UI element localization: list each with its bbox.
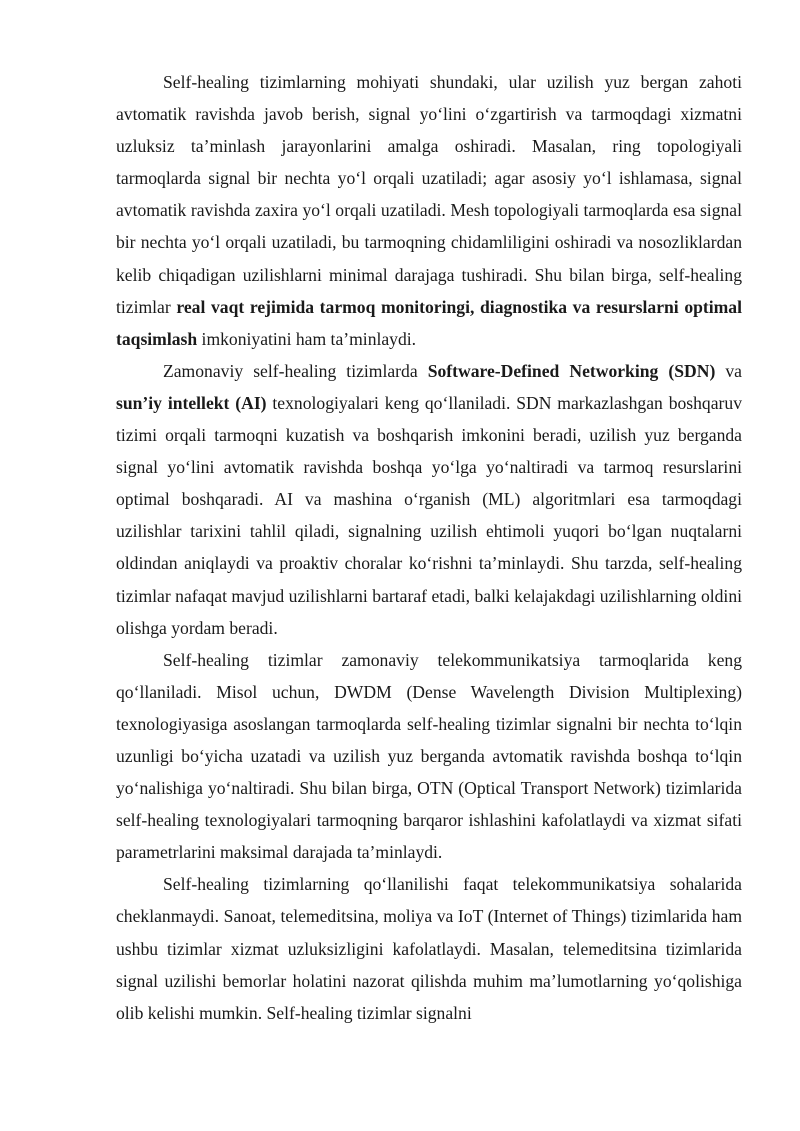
paragraph-1 (116, 66, 742, 355)
paragraph-4-text: Self-healing tizimlarning qo‘llanilishi faqat telekommunikatsiya sohalarida cheklanmaydi. Sanoat, telemeditsina, moliya va IoT (Internet of Things) tizimlarida ham ushbu tizimlar xizmat uzluksizligini kafolatlaydi. Masalan, telemeditsina tizimlarida signal uzilishi bemorlar holatini nazorat qilishda muhim ma’lumotlarning yo‘qolishiga olib kelishi mumkin. Self-healing tizimlar signalni (116, 874, 742, 1023)
paragraph-1-text: Self-healing tizimlarning mohiyati shundaki, ular uzilish yuz bergan zahoti avtomatik ravishda javob berish, signal yo‘lini o‘zgartirish va tarmoqdagi xizmatni uzluksiz ta’minlash jarayonlarini amalga oshiradi. Masalan, ring topologiyali tarmoqlarda signal bir nechta yo‘l orqali uzatiladi; agar asosiy yo‘l ishlamasa, signal avtomatik ravishda zaxira yo‘l orqali uzatiladi. Mesh topologiyali tarmoqlarda esa signal bir nechta yo‘l orqali uzatiladi, bu tarmoqning chidamliligini oshiradi va nosozliklardan kelib chiqadigan uzilishlarni minimal darajaga tushiradi. Shu bilan birga, self-healing tizimlar (116, 72, 742, 317)
paragraph-1-bold: real vaqt rejimida tarmoq monitoringi, diagnostika va resurslarni optimal taqsimlash (116, 296, 742, 349)
paragraph-2 (116, 355, 742, 644)
paragraph-2-text-va: va (715, 360, 742, 381)
paragraph-2-text: Zamonaviy self-healing tizimlarda (163, 360, 428, 381)
paragraph-2-bold-sdn: Software-Defined Networking (SDN) (427, 360, 716, 381)
paragraph-4 (116, 868, 742, 1028)
paragraph-3-text: Self-healing tizimlar zamonaviy telekommunikatsiya tarmoqlarida keng qo‘llaniladi. Misol uchun, DWDM (Dense Wavelength Division Multiplexing) texnologiyasiga asoslangan tarmoqlarda self-healing tizimlar signalni bir nechta to‘lqin uzunligi bo‘yicha uzatadi va uzilish yuz berganda avtomatik ravishda boshqa to‘lqin yo‘nalishiga yo‘naltiradi. Shu bilan birga, OTN (Optical Transport Network) tizimlarida self-healing texnologiyalari tarmoqning barqaror ishlashini kafolatlaydi va xizmat sifati parametrlarini maksimal darajada ta’minlaydi. (116, 649, 742, 863)
paragraph-2-text-end: texnologiyalari keng qo‘llaniladi. SDN markazlashgan boshqaruv tizimi orqali tarmoqni kuzatish va boshqarish imkonini beradi, uzilish yuz berganda signal yo‘lini avtomatik ravishda boshqa yo‘lga yo‘naltiradi va tarmoq resurslarini optimal boshqaradi. AI va mashina o‘rganish (ML) algoritmlari esa tarmoqdagi uzilishlar tarixini tahlil qiladi, signalning uzilish ehtimoli yuqori bo‘lgan nuqtalarni oldindan aniqlaydi va proaktiv choralar ko‘rishni ta’minlaydi. Shu tarzda, self-healing tizimlar nafaqat mavjud uzilishlarni bartaraf etadi, balki kelajakdagi uzilishlarning oldini olishga yordam beradi. (116, 392, 742, 638)
paragraph-3 (116, 644, 742, 869)
paragraph-1-text-end: imkoniyatini ham ta’minlaydi. (197, 328, 417, 349)
paragraph-2-bold-ai: sun’iy intellekt (AI) (116, 392, 267, 413)
